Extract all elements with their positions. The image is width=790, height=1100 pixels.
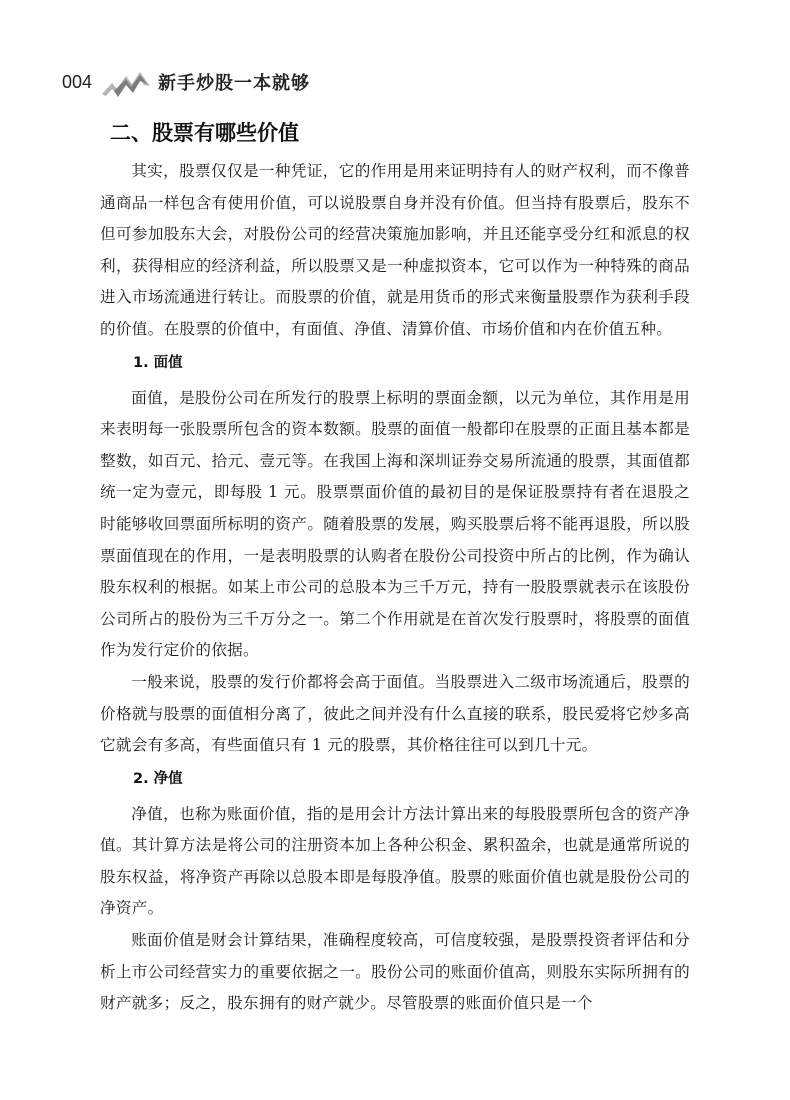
face-value-paragraph-1: 面值，是股份公司在所发行的股票上标明的票面金额，以元为单位，其作用是用来表明每一张股票所包含的资本数额。股票的面值一般都印在股票的正面且基本都是整数，如百元、拾元、壹元等。在我国上海和深圳证券交易所流通的股票，其面值都统一定为壹元，即每股 1 元。股票票面价值的最初目的是保证股票持有者在退股之时能够收回票面所标明的资产。随着股票的发展，购买股票后将不能再退股，所以股票面值现在的作用，一是表明股票的认购者在股份公司投资中所占的比例，作为确认股东权利的根据。如某上市公司的总股本为三千万元，持有一股股票就表示在该股份公司所占的股份为三千万分之一。第二个作用就是在首次发行股票时，将股票的面值作为发行定价的依据。	[100, 388, 690, 660]
running-header	[62, 64, 310, 100]
net-value-paragraph-1: 净值，也称为账面价值，指的是用会计方法计算出来的每股股票所包含的资产净值。其计算方法是将公司的注册资本加上各种公积金、累积盈余，也就是通常所说的股东权益，将净资产再除以总股本即是每股净值。股票的账面价值也就是股份公司的净资产。	[100, 804, 690, 918]
face-value-heading: 1. 面值	[133, 354, 183, 371]
page-number: 004	[62, 71, 93, 92]
net-value-heading: 2. 净值	[133, 770, 183, 787]
section-title: 二、股票有哪些价值	[110, 121, 299, 145]
intro-paragraph: 其实，股票仅仅是一种凭证，它的作用是用来证明持有人的财产权利，而不像普通商品一样包含有使用价值，可以说股票自身并没有价值。但当持有股票后，股东不但可参加股东大会，对股份公司的经营决策施加影响，并且还能享受分红和派息的权利，获得相应的经济利益，所以股票又是一种虚拟资本，它可以作为一种特殊的商品进入市场流通进行转让。而股票的价值，就是用货币的形式来衡量股票作为获利手段的价值。在股票的价值中，有面值、净值、清算价值、市场价值和内在价值五种。	[100, 162, 690, 338]
mountain-logo-icon	[100, 64, 152, 100]
face-value-paragraph-2: 一般来说，股票的发行价都将会高于面值。当股票进入二级市场流通后，股票的价格就与股票的面值相分离了，彼此之间并没有什么直接的联系，股民爱将它炒多高它就会有多高，有些面值只有 1 元的股票，其价格往往可以到几十元。	[100, 672, 690, 755]
book-title: 新手炒股一本就够	[158, 73, 311, 94]
page-body	[100, 116, 690, 1020]
net-value-paragraph-2: 账面价值是财会计算结果，准确程度较高，可信度较强，是股票投资者评估和分析上市公司经营实力的重要依据之一。股份公司的账面价值高，则股东实际所拥有的财产就多；反之，股东拥有的财产就少。尽管股票的账面价值只是一个	[100, 931, 690, 1013]
